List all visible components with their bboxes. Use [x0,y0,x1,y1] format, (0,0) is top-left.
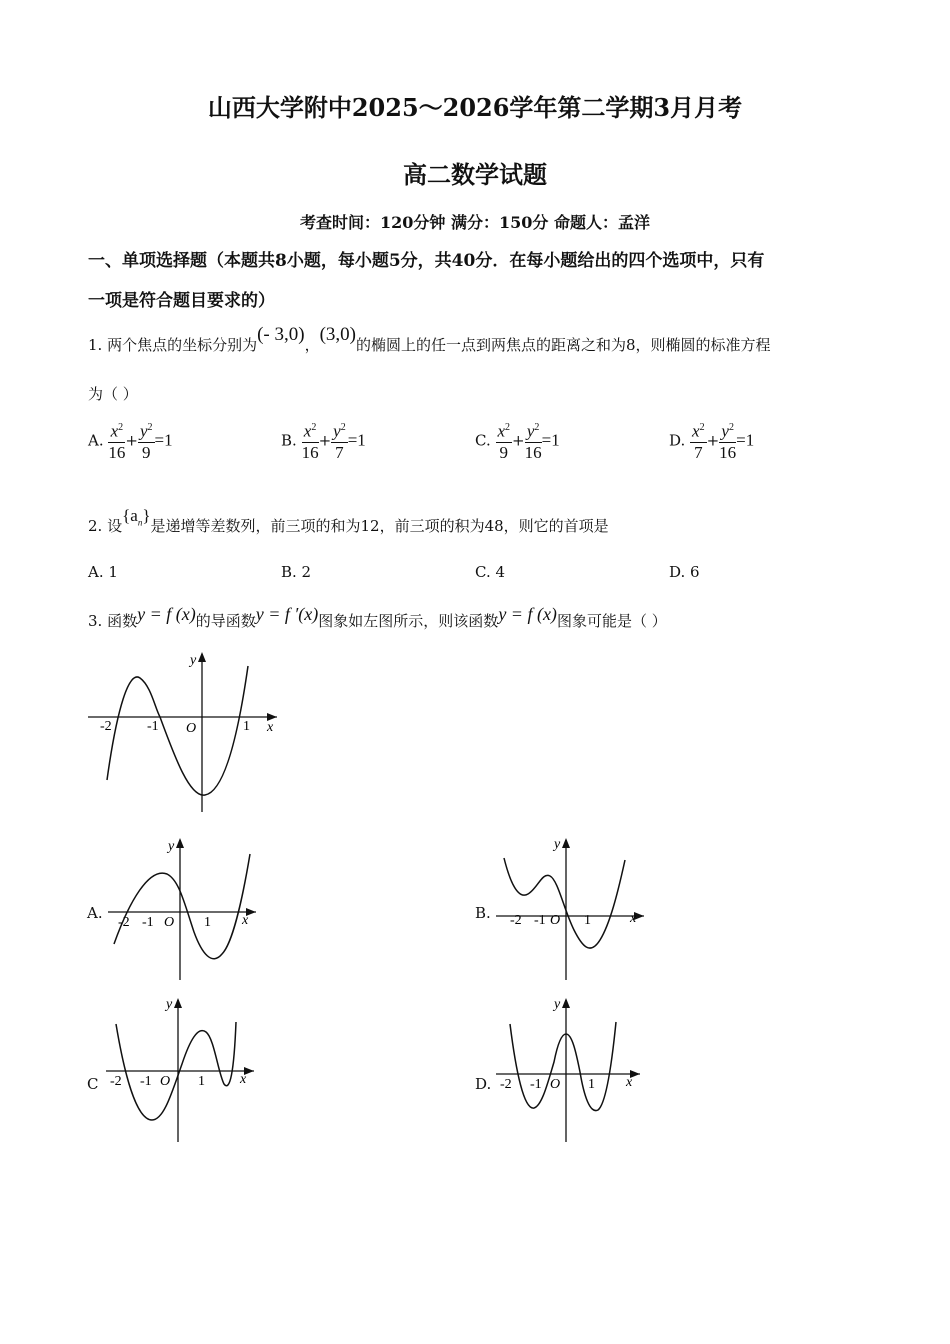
section-heading-line2: 一项是符合题目要求的） [88,291,275,311]
curve-a [114,854,250,959]
exam-info: 考查时间：120分钟 满分：150分 命题人：孟洋 [300,213,650,232]
x-label: x [267,720,274,735]
q1-option-c[interactable] [475,418,560,463]
tick-neg2: -2 [110,1074,122,1089]
sequence-symbol [122,506,151,528]
tick-1: 1 [243,719,250,734]
q3-option-c-label[interactable]: C [87,1075,99,1093]
tick-neg1: -1 [534,913,546,928]
var-y: y [721,421,729,441]
question-1-text [88,324,771,356]
denominator-b: 7 [335,442,344,462]
denominator-a: 9 [499,442,509,462]
fraction-y: $\frac{y^2}{16}$ [719,418,736,463]
y-arrow-icon [176,838,184,848]
option-label: A. [88,431,104,450]
y-arrow-icon [562,838,570,848]
equals-one: =1 [736,430,755,450]
fraction-y: $\frac{y^2}{16}$ [525,418,542,463]
fraction-x: $\frac{x^2}{16}$ [108,418,125,463]
option-d-graph[interactable] [492,992,652,1144]
q1-point2: (3,0) [319,324,356,345]
q3-func1: y = f (x) [137,604,196,624]
curve-b [504,858,625,948]
seq-close: } [142,506,151,525]
y-label: y [168,839,175,854]
section-heading-line1: 一、单项选择题（本题共8小题，每小题5分，共40分．在每小题给出的四个选项中，只有 [88,251,765,271]
tick-neg1: -1 [140,1074,152,1089]
seq-a: {a [122,506,138,525]
plus-sign: + [706,431,720,450]
origin-label: O [160,1074,171,1089]
y-arrow-icon [174,998,182,1008]
option-label: B. [281,431,297,450]
q3-mid2: 图象如左图所示，则该函数 [318,612,499,630]
fraction-x: $\frac{x^2}{16}$ [302,418,319,463]
curve-d [510,1022,616,1111]
fraction-y: $\frac{y^2}{9}$ [138,418,155,463]
fraction-x: $\frac{x^2}{7}$ [690,418,707,463]
q3-prefix: 3. 函数 [88,612,138,630]
option-b-graph[interactable] [492,832,652,984]
denominator-b: 16 [524,442,542,462]
denominator-b: 9 [141,442,151,462]
q1-point1: (- 3,0) [257,324,305,345]
exam-subtitle: 高二数学试题 [403,160,547,189]
tick-neg2: -2 [500,1077,512,1092]
denominator-a: 16 [108,442,126,462]
derivative-curve [107,666,248,795]
tick-neg1: -1 [530,1077,542,1092]
q2-option-b[interactable]: B. 2 [281,563,312,581]
q3-func3: y = f (x) [498,604,557,624]
plus-sign: + [512,431,525,450]
origin-label: O [550,1077,561,1092]
q1-option-b[interactable] [281,418,366,463]
derivative-graph [85,648,285,816]
tick-neg1: -1 [142,915,154,930]
option-a-graph[interactable] [104,832,264,984]
tick-neg1: -1 [147,719,159,734]
denominator-b: 16 [719,442,737,462]
tick-1: 1 [198,1074,205,1089]
question-2-text [88,506,609,537]
y-arrow-icon [562,998,570,1008]
option-label: C. [475,431,491,450]
q1-option-d[interactable] [669,418,754,463]
y-arrow-icon [198,652,206,662]
origin-label: O [164,915,175,930]
var-x: x [692,421,700,441]
q3-option-b-label[interactable]: B. [475,904,491,922]
q1-sep: ， [304,336,320,354]
tick-1: 1 [204,915,211,930]
tick-neg2: -2 [118,915,130,930]
q2-option-c[interactable]: C. 4 [475,563,506,581]
tick-1: 1 [584,913,591,928]
x-label: x [240,1072,247,1087]
origin-label: O [186,721,197,736]
equals-one: =1 [347,430,366,450]
tick-1: 1 [588,1077,595,1092]
origin-label: O [550,913,561,928]
tick-neg2: -2 [510,913,522,928]
q3-option-d-label[interactable]: D. [475,1075,492,1093]
q3-mid1: 的导函数 [195,612,256,630]
x-label: x [626,1075,633,1090]
equals-one: =1 [154,430,173,450]
y-label: y [554,997,561,1012]
q1-prefix: 1. 两个焦点的坐标分别为 [88,336,258,354]
q2-option-d[interactable]: D. 6 [669,563,700,581]
question-3-text [88,604,667,631]
x-label: x [630,911,637,926]
option-c-graph[interactable] [102,992,262,1144]
plus-sign: + [318,431,332,450]
option-label: D. [669,431,686,450]
y-label: y [190,653,197,668]
denominator-a: 7 [694,442,703,462]
q3-func2: y = f ′(x) [255,604,319,624]
q3-option-a-label[interactable]: A. [87,904,103,922]
y-label: y [554,837,561,852]
q2-suffix: 是递增等差数列，前三项的和为12，前三项的积为48，则它的首项是 [150,517,609,535]
var-y: y [526,421,535,441]
q1-suffix: 的椭圆上的任一点到两焦点的距离之和为8，则椭圆的标准方程 [356,336,771,354]
plus-sign: + [125,431,138,450]
seq-sub: n [137,517,143,528]
exam-title: 山西大学附中2025～2026学年第二学期3月月考 [207,93,743,122]
var-x: x [303,421,312,441]
question-1-line2: 为（ ） [88,385,138,403]
var-y: y [139,421,148,441]
denominator-a: 16 [301,442,319,462]
q3-suffix: 图象可能是（ ） [556,612,667,630]
equals-one: =1 [541,430,560,450]
tick-neg2: -2 [100,719,112,734]
var-x: x [110,421,119,441]
q2-prefix: 2. 设 [88,517,123,535]
var-y: y [333,421,341,441]
x-label: x [242,913,249,928]
y-label: y [166,997,173,1012]
var-x: x [497,421,506,441]
q2-option-a[interactable]: A. 1 [88,563,118,581]
fraction-x: $\frac{x^2}{9}$ [496,418,513,463]
q1-option-a[interactable] [88,418,173,463]
fraction-y: $\frac{y^2}{7}$ [331,418,348,463]
